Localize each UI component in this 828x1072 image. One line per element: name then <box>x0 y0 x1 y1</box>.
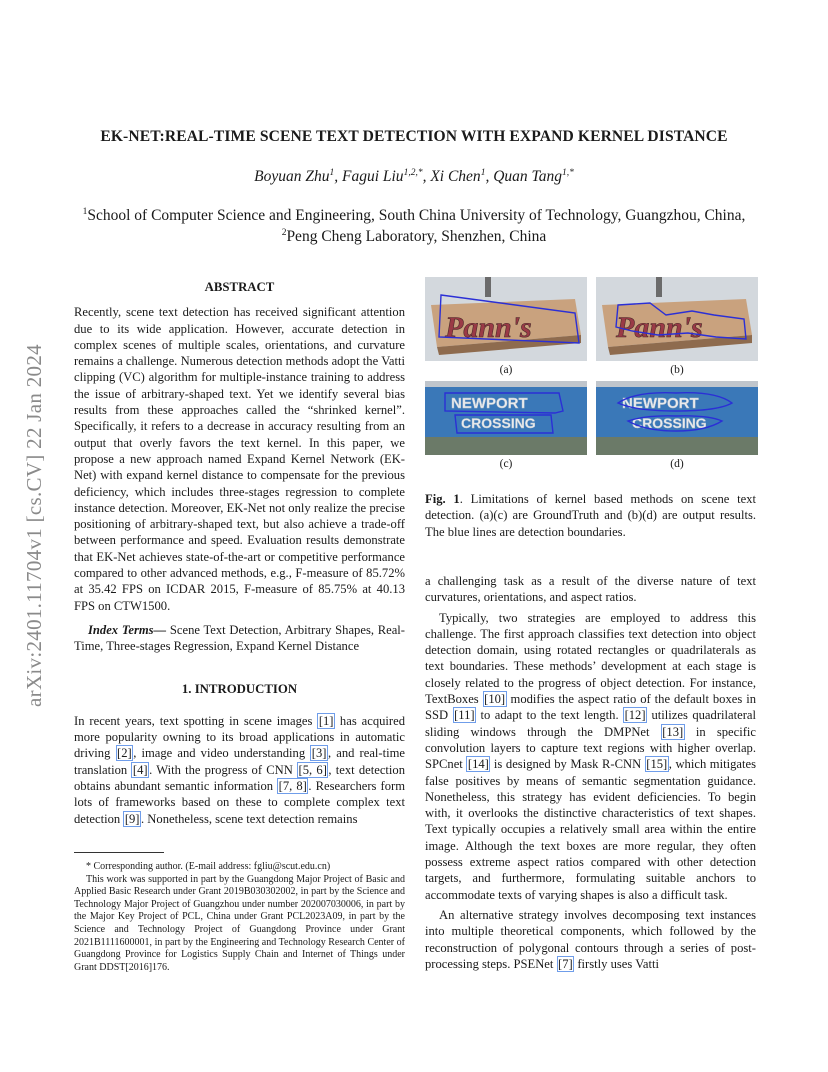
subfigure-label-c: (c) <box>499 458 513 470</box>
citation-link[interactable]: [13] <box>662 724 684 739</box>
arxiv-stamp <box>14 290 54 760</box>
affiliation-line <box>40 226 788 247</box>
body-text: , which mitigates false positives by means of semantic segmentation guidance. Nonetheless, this strategy has evident deficiencies. To begin with, it overlooks the distinctive characteristics of text shapes. Text typically occupies a relatively small area within the entire image. Although the text boxes are more regular, they often possess extreme aspect ratios compared with other detection targets, and furthermore, formulating suitable anchors to accommodate texts of varying shapes is also a difficult task. <box>425 757 756 902</box>
citation-link[interactable]: [5, 6] <box>298 762 327 777</box>
figure-1 <box>425 277 756 477</box>
intro-text: . With the progress of CNN <box>149 762 298 777</box>
intro-text: , and real-time translation <box>74 746 405 777</box>
figure-caption <box>425 491 756 540</box>
funding-note: This work was supported in part by the Guangdong Major Project of Basic and Applied Basic Research under Grant 2019B030302002, in part by the Science and Technology Major Project of Guangzhou under number 202007030006, in part by the Major Key Project of PCL, China under Grant PCL2023A09, in part by the Science and Technology Project of Guangdong Province under Grant 2021B1111600001, in part by the Engineering and Technology Research Center of Guangdong Province for Logistics Supply Chain and Internet of Things under Grant DDST[2016]176. <box>74 873 405 973</box>
corresponding-author-note: * Corresponding author. (E-mail address: fgliu@scut.edu.cn) <box>86 861 331 872</box>
subfigure-label-a: (a) <box>499 364 513 376</box>
index-terms-label: Index Terms— <box>88 622 167 637</box>
intro-text: , text detection obtains abundant semantic information <box>74 762 405 794</box>
citation-link[interactable]: [14] <box>467 757 489 772</box>
author-name: Boyuan Zhu <box>254 168 330 185</box>
alternative-strategy-paragraph <box>425 907 756 972</box>
sign-text: Pann's <box>445 311 532 344</box>
footnotes <box>74 852 405 974</box>
citation-link[interactable]: [3] <box>311 746 327 761</box>
continuation-paragraph: a challenging task as a result of the diverse nature of text curvatures, orientations, and aspect ratios. <box>425 574 756 605</box>
author-name: Xi Chen <box>430 168 481 185</box>
author-list: Boyuan Zhu$^1$, Fagui Liu$^{1,2,*}$, Xi Chen$^1$, Quan Tang$^{1,*}$ <box>254 167 574 185</box>
subfigure-label-d: (d) <box>670 458 684 470</box>
introduction-heading: 1. INTRODUCTION <box>181 681 298 696</box>
body-text: is designed by Mask R-CNN <box>490 757 645 772</box>
citation-link[interactable]: [9] <box>124 811 140 826</box>
citation-link[interactable]: [7, 8] <box>278 779 307 794</box>
affiliation-text: Peng Cheng Laboratory, Shenzhen, China <box>286 228 547 245</box>
intro-text: , image and video understanding <box>133 746 311 761</box>
left-column <box>74 279 405 827</box>
sign-photo-c <box>425 381 587 455</box>
body-text: utilizes quadrilateral sliding windows through the DMPNet <box>425 708 756 739</box>
citation-link[interactable]: [4] <box>132 762 148 777</box>
intro-text: has acquired more popularity owning to its broad applications in automatic driving <box>74 713 405 761</box>
subfigure-b-image <box>596 277 758 361</box>
body-text: modifies the aspect ratio of the default boxes in SSD <box>425 692 756 723</box>
subfigure-c-image <box>425 381 587 455</box>
body-text: firstly uses Vatti <box>574 956 659 971</box>
strategies-paragraph <box>425 610 756 903</box>
author-affil-mark: 1,* <box>561 167 574 178</box>
abstract-heading: ABSTRACT <box>204 280 275 294</box>
subfigure-label-b: (b) <box>670 364 684 376</box>
sign-photo-b <box>596 277 758 361</box>
footnote-rule <box>74 852 164 853</box>
citation-link[interactable]: [2] <box>117 746 132 761</box>
arxiv-stamp-text: arXiv:2401.11704v1 [cs.CV] 22 Jan 2024 <box>21 343 46 707</box>
index-terms <box>74 622 405 655</box>
paper-title: EK-NET:REAL-TIME SCENE TEXT DETECTION WITH EXPAND KERNEL DISTANCE <box>100 128 728 145</box>
sign-photo-a <box>425 277 587 361</box>
abstract-text: Recently, scene text detection has received significant attention due to its wide application. However, accurate detection in complex scenes of multiple scales, orientations, and curvature remains a challenge. Numerous detection methods adopt the Vatti clipping (VC) algorithm for multiple-instance training to address the issue of arbitrary-shaped text. Yet we identify several bias results from these approaches called the “shrinked kernel”. Specifically, it refers to a decrease in accuracy resulting from an output that overly favors the text kernel. In this paper, we propose a new approach named Expand Kernel Network (EK-Net) with expand kernel distance to compensate for the previous deficiency, which includes three-stages regression to complete instance detection. Moreover, EK-Net not only realize the precise positioning of arbitrary-shaped text, but also achieve a trade-off between performance and speed. Evaluation results demonstrate that EK-Net achieves state-of-the-art or competitive performance compared to other advanced methods, e.g., F-measure of 85.72% at 35.42 FPS on ICDAR 2015, F-measure of 85.75% at 40.13 FPS on CTW1500. <box>74 305 405 613</box>
caption-text: . Limitations of kernel based methods on scene text detection. (a)(c) are GroundTruth and (b)(d) are output results. The blue lines are detection boundaries. <box>425 492 757 539</box>
affiliation-line <box>40 205 788 226</box>
caption-label: Fig. 1 <box>425 492 460 506</box>
citation-link[interactable]: [11] <box>454 708 475 723</box>
affiliations <box>40 205 788 247</box>
citation-link[interactable]: [1] <box>318 713 334 728</box>
index-terms-text: Scene Text Detection, Arbitrary Shapes, Real-Time, Three-stages Regression, Expand Kernel Distance <box>74 622 406 654</box>
author-affil-mark: 1,2,* <box>403 167 423 178</box>
author-affil-mark: 1 <box>480 167 486 178</box>
author-name: Quan Tang <box>493 168 562 185</box>
body-text: An alternative strategy involves decomposing text instances into multiple theoretical components, which followed by the reconstruction of polygonal contours through a series of post-processing steps. PSENet <box>425 907 756 971</box>
right-column <box>425 573 756 972</box>
citation-link[interactable]: [7] <box>558 956 573 971</box>
affil-mark: 2 <box>281 227 287 238</box>
intro-text: . Nonetheless, scene text detection remains <box>141 811 358 826</box>
author-affil-mark: 1 <box>329 167 335 178</box>
citation-link[interactable]: [15] <box>646 757 668 772</box>
body-text: to adapt to the text length. <box>476 708 624 723</box>
sign-text: NEWPORT <box>622 395 699 412</box>
citation-link[interactable]: [12] <box>624 708 646 723</box>
intro-text: . Researchers form lots of frameworks based on these to complete complex text detection <box>74 779 406 826</box>
sign-text: NEWPORT <box>451 395 528 412</box>
sign-text: Pann's <box>616 311 703 344</box>
body-text: Typically, two strategies are employed to address this challenge. The first approach classifies text detection into object detection domain, using rotated rectangles or quadrilaterals as text boundaries. These methods’ development at each stage is closely related to the progress of object detection. For instance, TextBoxes <box>425 610 756 707</box>
body-text: in specific convolution layers to capture text regions with higher overlap. SPCnet <box>425 724 756 772</box>
sign-text: CROSSING <box>461 415 536 431</box>
affiliation-text: School of Computer Science and Engineering, South China University of Technology, Guangzhou, China, <box>87 207 746 224</box>
citation-link[interactable]: [10] <box>484 692 506 707</box>
sign-photo-d <box>596 381 758 455</box>
introduction-paragraph <box>74 713 405 827</box>
intro-text: In recent years, text spotting in scene images <box>74 713 318 728</box>
subfigure-d-image <box>596 381 758 455</box>
affil-mark: 1 <box>82 206 88 217</box>
subfigure-a-image <box>425 277 587 361</box>
author-name: Fagui Liu <box>341 168 404 185</box>
sign-text: CROSSING <box>632 415 707 431</box>
